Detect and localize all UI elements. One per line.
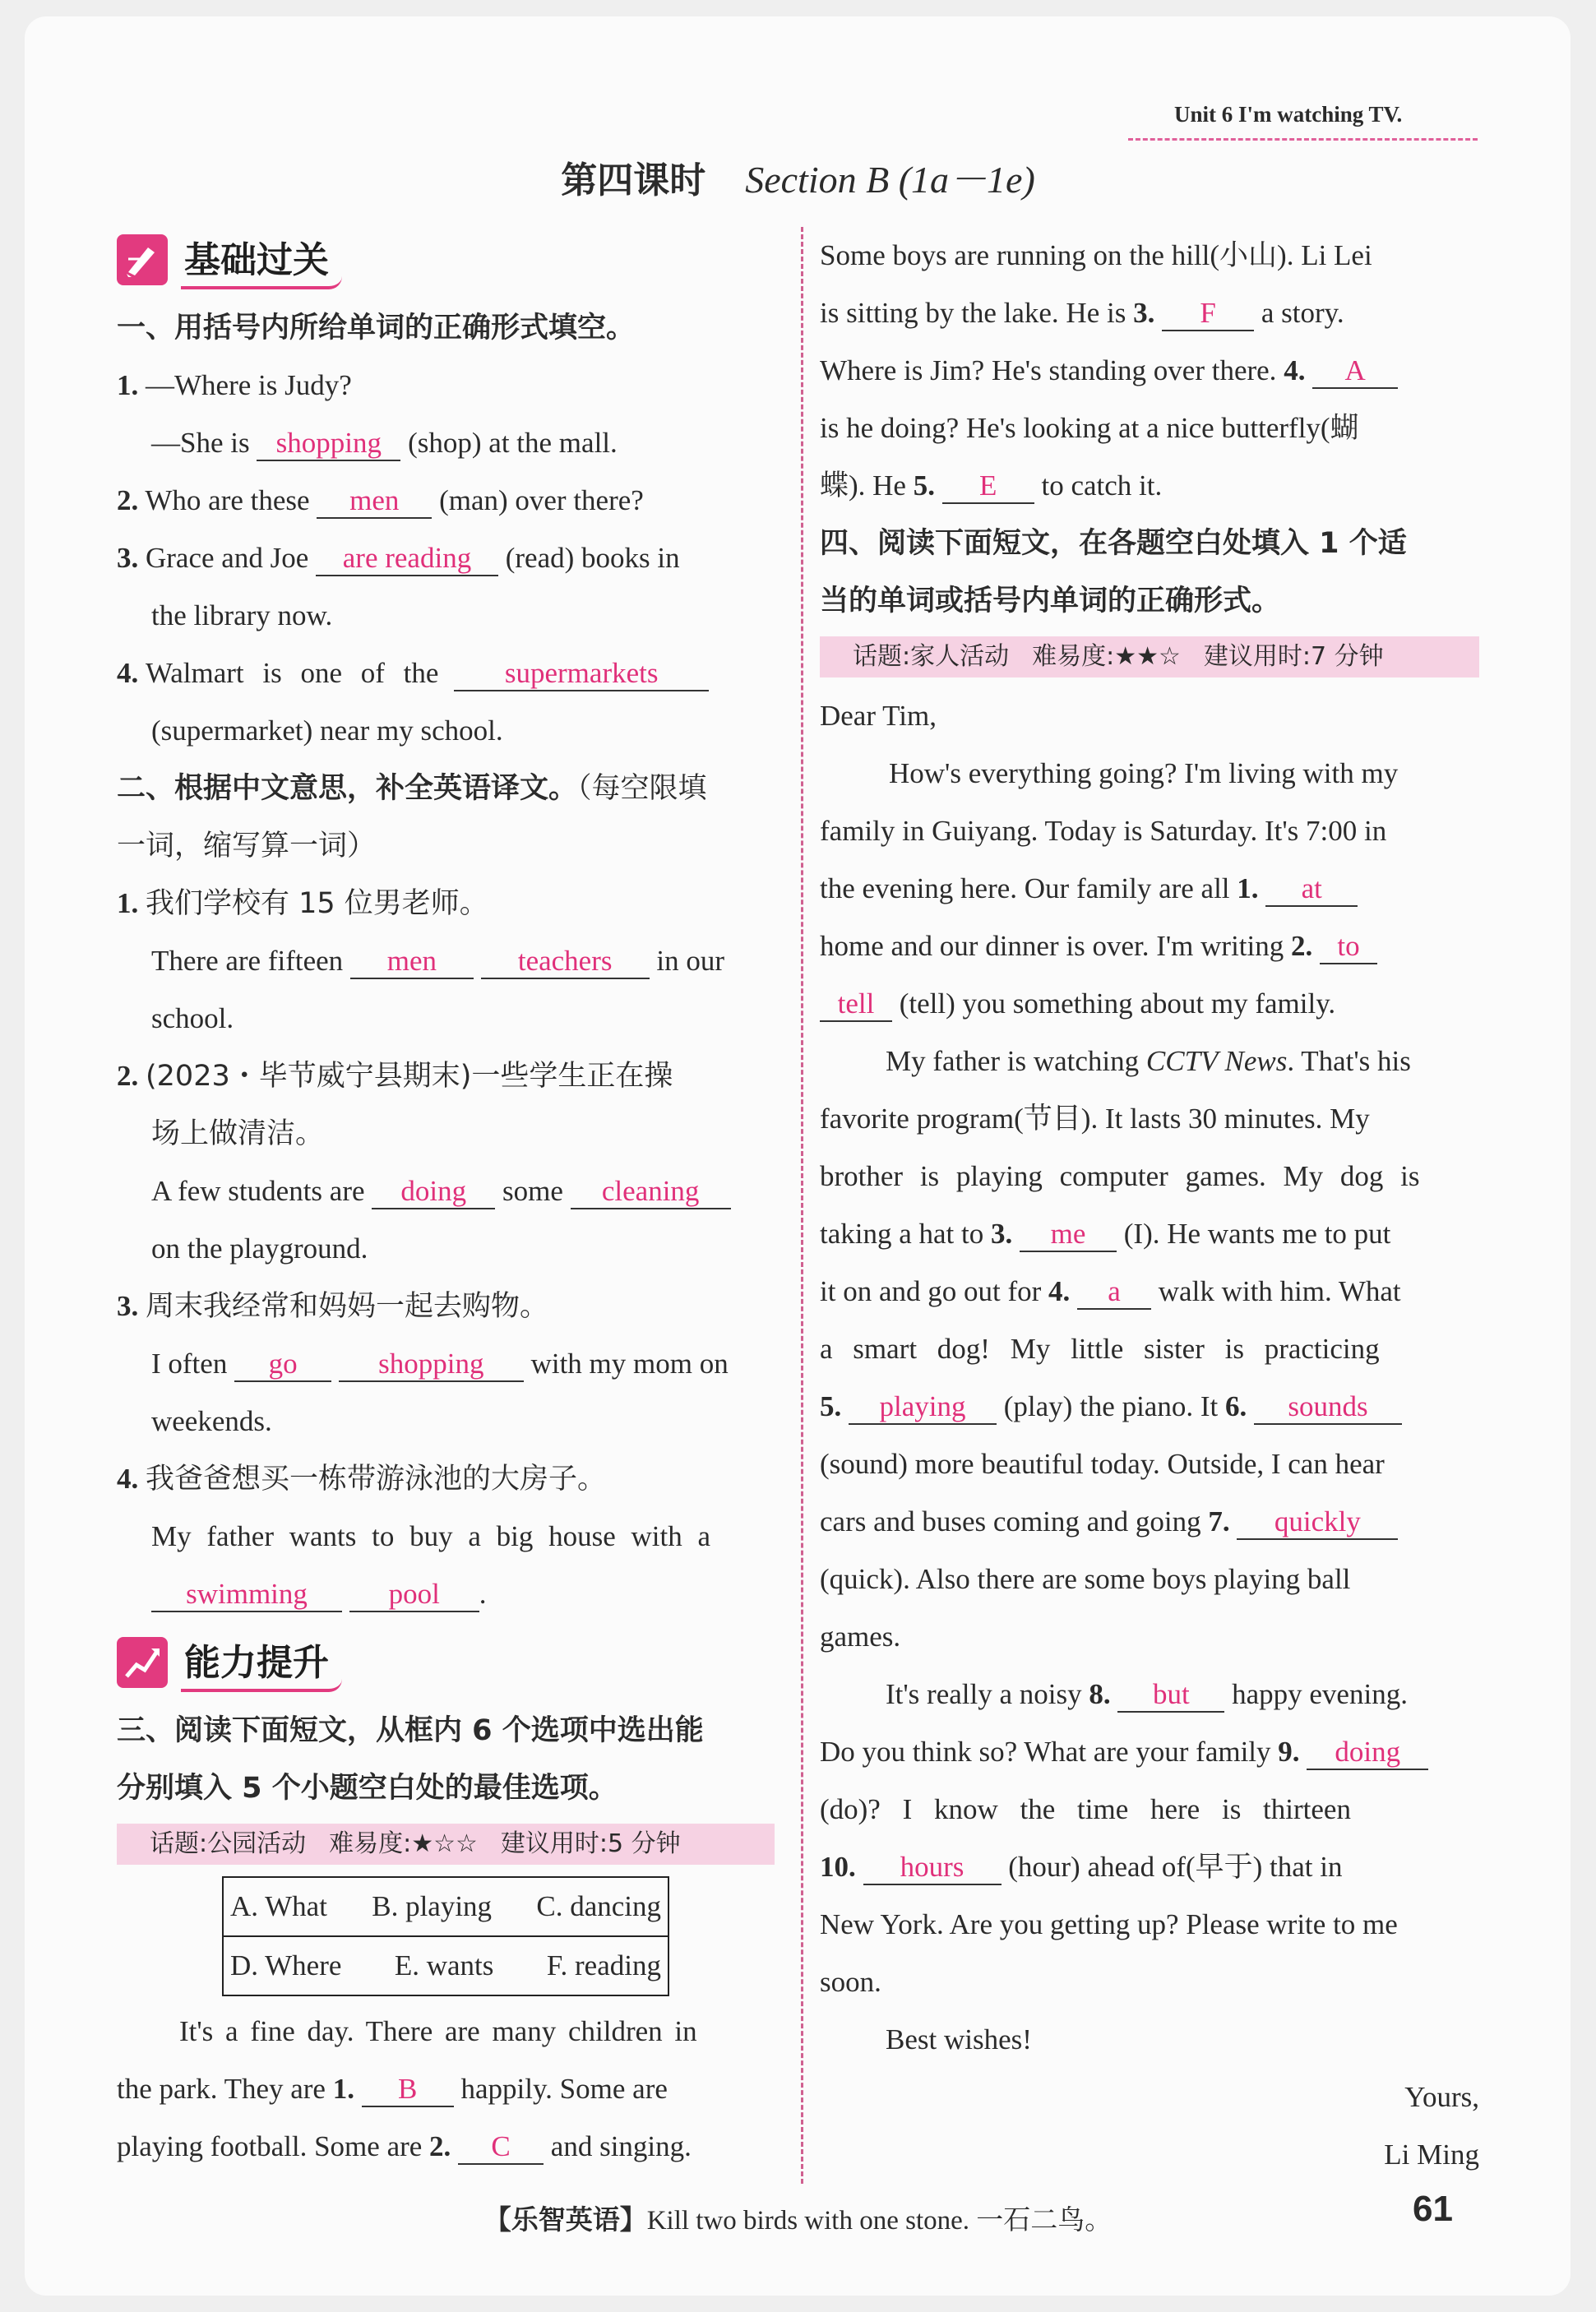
p3-line2 [117, 2060, 775, 2118]
q-number: 4. [117, 1463, 139, 1495]
q-text: (read) books in [505, 542, 680, 574]
answer-blank: tell [820, 987, 892, 1022]
q-number: 3. [991, 1218, 1013, 1250]
p2-q3-en [117, 1335, 775, 1393]
q-number: 6. [1224, 1390, 1247, 1422]
part3-info-tag [117, 1824, 775, 1865]
answer-blank: sounds [1254, 1390, 1402, 1425]
instruction-text: 二、根据中文意思，补全英语译文。 [117, 772, 578, 805]
part2-instruction [117, 760, 775, 817]
q-text: . [479, 1578, 487, 1610]
letter-line [820, 1838, 1479, 1896]
passage-text: 蝶). He [820, 469, 906, 502]
letter-line: favorite program(节目). It lasts 30 minutes. My [820, 1103, 1370, 1135]
tag-topic: 话题:公园活动 [150, 1829, 307, 1858]
letter-line [820, 1205, 1479, 1263]
q-text: A few students are [151, 1175, 365, 1207]
passage-text: Do you think so? What are your family [820, 1736, 1271, 1768]
part4-instruction: 四、阅读下面短文，在各题空白处填入 1 个适 [820, 527, 1407, 560]
answer-blank: A [1312, 354, 1398, 389]
passage-text: a story. [1261, 297, 1344, 329]
answer-blank: B [362, 2073, 454, 2107]
q-text: There are fifteen [151, 945, 344, 977]
q-text: some [502, 1175, 563, 1207]
options-row [224, 1935, 668, 1995]
p1-q2 [117, 472, 775, 529]
q-number: 2. [117, 1060, 139, 1092]
q-number: 9. [1278, 1736, 1300, 1768]
answer-blank: but [1117, 1678, 1224, 1713]
answer-blank: C [458, 2130, 544, 2165]
q-text: I often [151, 1348, 228, 1380]
p1-q1-line2 [117, 414, 775, 472]
answer-blank: quickly [1237, 1505, 1398, 1540]
p2-q2-cont: on the playground. [151, 1232, 368, 1265]
q-text: Who are these [145, 484, 310, 516]
section-basic-title: 基础过关 [181, 230, 342, 289]
passage-text: (play) the piano. It [1003, 1390, 1219, 1422]
q-text: (man) over there? [439, 484, 644, 516]
right-column [820, 227, 1479, 2184]
letter-greeting: Dear Tim, [820, 700, 937, 732]
letter-line [820, 1263, 1479, 1320]
q-number: 5. [913, 469, 935, 502]
q-text: Walmart is one of the [146, 657, 439, 689]
option-item: B. playing [372, 1890, 493, 1922]
letter-line [820, 860, 1479, 918]
passage-text: and singing. [550, 2130, 692, 2162]
passage-text: the park. They are [117, 2073, 326, 2105]
tag-time: 建议用时:7 分钟 [1203, 642, 1384, 671]
passage-text: (tell) you something about my family. [899, 987, 1336, 1020]
p2-q4-cn [117, 1450, 775, 1508]
letter-line [820, 1378, 1479, 1436]
p2-q1-en [117, 932, 775, 990]
passage-text: Where is Jim? He's standing over there. [820, 354, 1277, 386]
p1-q3 [117, 529, 775, 587]
passage-italic: CCTV News [1145, 1045, 1288, 1077]
tag-topic: 话题:家人活动 [853, 642, 1010, 671]
letter-line [820, 1033, 1479, 1090]
q-cn-text: 我们学校有 15 位男老师。 [146, 887, 488, 920]
q-text: —She is [151, 427, 250, 459]
p3-r5 [820, 457, 1479, 515]
answer-blank: are reading [316, 542, 498, 576]
answer-blank: pool [349, 1578, 479, 1612]
passage-text: It's really a noisy [886, 1678, 1082, 1710]
letter-line: How's everything going? I'm living with my [889, 757, 1399, 789]
passage-text: cars and buses coming and going [820, 1505, 1201, 1537]
letter-line: a smart dog! My little sister is practicing [820, 1333, 1380, 1365]
passage-text: to catch it. [1041, 469, 1163, 502]
header-rule [1128, 138, 1478, 141]
p2-q4-en: My father wants to buy a big house with a [151, 1520, 711, 1552]
part3-instruction-cont: 分别填入 5 个小题空白处的最佳选项。 [117, 1772, 618, 1805]
instruction-note: （每空限填 [577, 772, 707, 805]
q-number: 3. [1133, 297, 1155, 329]
letter-line: games. [820, 1621, 901, 1653]
letter-sign-yours: Yours, [1404, 2081, 1479, 2113]
p1-q4-cont: (supermarket) near my school. [151, 714, 503, 747]
q-number: 3. [117, 1290, 139, 1322]
p2-q4-blanks [117, 1565, 775, 1623]
passage-text: taking a hat to [820, 1218, 984, 1250]
letter-line: brother is playing computer games. My dog is [820, 1160, 1420, 1192]
letter-line [820, 1493, 1479, 1551]
letter-line [820, 1723, 1479, 1781]
answer-blank: shopping [339, 1348, 524, 1382]
passage-text: the evening here. Our family are all [820, 872, 1230, 904]
passage-text: it on and go out for [820, 1275, 1042, 1307]
passage-text: . That's his [1287, 1045, 1411, 1077]
p3-line3 [117, 2118, 775, 2176]
answer-blank: men [350, 945, 474, 979]
p1-q1-line1 [117, 357, 775, 414]
answer-blank: a [1077, 1275, 1151, 1310]
answer-blank: E [942, 469, 1034, 504]
q-text: with my mom on [530, 1348, 729, 1380]
letter-line: (do)? I know the time here is thirteen [820, 1793, 1351, 1825]
part4-info-tag [820, 636, 1479, 677]
q-number: 1. [1237, 872, 1259, 904]
letter-line: New York. Are you getting up? Please write to me [820, 1908, 1398, 1940]
p2-q2-en [117, 1163, 775, 1220]
lesson-title-en: Section B (1a－1e) [745, 159, 1035, 201]
part3-instruction: 三、阅读下面短文，从框内 6 个选项中选出能 [117, 1714, 704, 1747]
p3-r1: Some boys are running on the hill(小山). Li Lei [820, 239, 1372, 271]
answer-blank: to [1320, 930, 1377, 964]
p1-q3-cont: the library now. [151, 599, 333, 631]
p3-r3 [820, 342, 1479, 400]
letter-line: family in Guiyang. Today is Saturday. It's 7:00 in [820, 815, 1387, 847]
letter-line: (quick). Also there are some boys playing ball [820, 1563, 1351, 1595]
answer-blank: playing [849, 1390, 997, 1425]
option-item: C. dancing [536, 1890, 661, 1922]
answer-blank: go [234, 1348, 331, 1382]
option-item: F. reading [546, 1949, 661, 1981]
passage-text: (I). He wants me to put [1123, 1218, 1391, 1250]
q-number: 10. [820, 1851, 856, 1883]
q-number: 5. [820, 1390, 842, 1422]
answer-blank: swimming [151, 1578, 342, 1612]
section-advance-header [117, 1623, 775, 1702]
option-item: A. What [230, 1890, 327, 1922]
lesson-title [0, 150, 1596, 204]
answer-blank: doing [1307, 1736, 1428, 1770]
page-number: 61 [1413, 2189, 1453, 2229]
p2-q3-cn [117, 1278, 775, 1335]
answer-blank: at [1265, 872, 1358, 907]
q-number: 1. [332, 2073, 354, 2105]
passage-text: My father is watching [886, 1045, 1140, 1077]
answer-blank: hours [863, 1851, 1002, 1885]
p3-r4: is he doing? He's looking at a nice butterfly(蝴 [820, 412, 1359, 444]
pencil-icon [117, 234, 168, 285]
answer-blank: cleaning [571, 1175, 731, 1209]
part1-instruction: 一、用括号内所给单词的正确形式填空。 [117, 312, 636, 344]
passage-text: is sitting by the lake. He is [820, 297, 1126, 329]
passage-text: happy evening. [1232, 1678, 1408, 1710]
answer-blank: men [317, 484, 432, 519]
p2-q1-cn [117, 875, 775, 932]
q-cn-text: (2023・毕节威宁县期末)一些学生正在操 [146, 1060, 673, 1093]
letter-line [820, 1666, 1479, 1723]
options-box [222, 1876, 669, 1996]
passage-text: playing football. Some are [117, 2130, 423, 2162]
footer-proverb: Kill two birds with one stone. 一石二鸟。 [646, 2206, 1113, 2236]
tag-time: 建议用时:5 分钟 [500, 1829, 681, 1858]
tag-difficulty: 难易度:★☆☆ [329, 1829, 478, 1858]
q-text: —Where is Judy? [146, 369, 352, 401]
option-item: E. wants [394, 1949, 494, 1981]
chart-icon [117, 1637, 168, 1688]
q-number: 1. [117, 887, 139, 919]
p3-r2 [820, 284, 1479, 342]
q-number: 7. [1208, 1505, 1230, 1537]
q-number: 4. [117, 657, 139, 689]
part2-instruction-cont: 一词，缩写算一词） [117, 830, 377, 862]
passage-text: home and our dinner is over. I'm writing [820, 930, 1284, 962]
q-number: 4. [1048, 1275, 1071, 1307]
q-text: in our [656, 945, 725, 977]
q-number: 4. [1284, 354, 1306, 386]
answer-blank: teachers [481, 945, 650, 979]
lesson-title-cn: 第四课时 [561, 160, 706, 201]
options-row [224, 1878, 668, 1935]
option-item: D. Where [230, 1949, 342, 1981]
p2-q1-cont: school. [151, 1002, 234, 1034]
column-divider [801, 227, 803, 2184]
part4-instruction-cont: 当的单词或括号内单词的正确形式。 [820, 585, 1281, 617]
p2-q2-cn [117, 1047, 775, 1105]
section-advance-title: 能力提升 [181, 1633, 342, 1692]
answer-blank: doing [372, 1175, 495, 1209]
page-footer [0, 2199, 1596, 2237]
q-number: 1. [117, 369, 139, 401]
letter-sign-name: Li Ming [1384, 2139, 1479, 2171]
letter-closing: Best wishes! [886, 2023, 1032, 2055]
q-number: 8. [1089, 1678, 1111, 1710]
footer-brand: 【乐智英语】 [483, 2203, 647, 2236]
q-number: 2. [117, 484, 139, 516]
q-cn-text: 周末我经常和妈妈一起去购物。 [146, 1290, 549, 1323]
p1-q4 [117, 645, 775, 702]
letter-line: (sound) more beautiful today. Outside, I can hear [820, 1448, 1385, 1480]
p2-q2-cn2: 场上做清洁。 [151, 1117, 325, 1150]
passage-text: walk with him. What [1158, 1275, 1401, 1307]
p2-q3-cont: weekends. [151, 1405, 272, 1437]
answer-blank: F [1162, 297, 1254, 331]
q-cn-text: 我爸爸想买一栋带游泳池的大房子。 [146, 1463, 607, 1496]
q-number: 3. [117, 542, 139, 574]
q-text: Grace and Joe [146, 542, 309, 574]
q-text: (shop) at the mall. [408, 427, 618, 459]
passage-text: happily. Some are [460, 2073, 668, 2105]
answer-blank: supermarkets [454, 657, 709, 691]
p3-line1: It's a fine day. There are many children in [179, 2015, 697, 2047]
q-number: 2. [1291, 930, 1313, 962]
answer-blank: me [1020, 1218, 1117, 1252]
letter-line [820, 975, 1479, 1033]
section-basic-header [117, 220, 775, 299]
left-column [117, 220, 775, 2176]
letter-line [820, 918, 1479, 975]
passage-text: (hour) ahead of(早于) that in [1008, 1851, 1343, 1883]
tag-difficulty: 难易度:★★☆ [1032, 642, 1181, 671]
letter-line: soon. [820, 1966, 881, 1998]
q-number: 2. [429, 2130, 451, 2162]
running-header: Unit 6 I'm watching TV. [1174, 102, 1403, 127]
answer-blank: shopping [257, 427, 400, 461]
